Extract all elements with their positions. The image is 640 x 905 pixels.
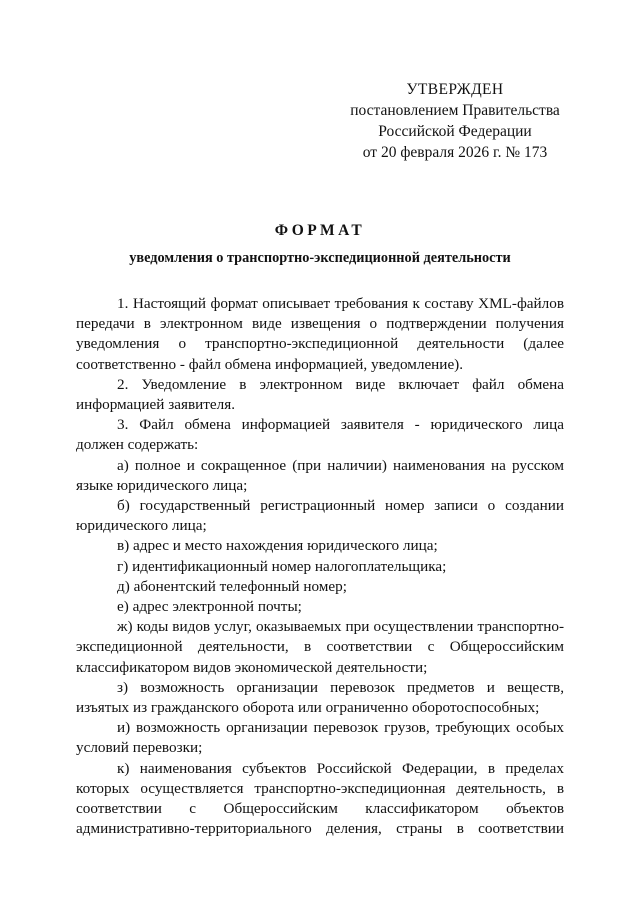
- paragraph-1: 1. Настоящий формат описывает требования к составу XML-файлов передачи в электронном виде извещения о подтверждении получения уведомления о транспортно-экспедиционной деятельности (далее соответственно - файл обмена информацией, уведомление).: [76, 295, 564, 373]
- list-item-b: б) государственный регистрационный номер записи о создании юридического лица;: [76, 497, 564, 535]
- list-item-i: и) возможность организации перевозок грузов, требующих особых условий перевозки;: [76, 719, 564, 757]
- approval-line-decree: постановлением Правительства: [350, 102, 560, 119]
- approval-line-federation: Российской Федерации: [378, 123, 532, 140]
- document-title: ФОРМАТ: [274, 222, 366, 239]
- list-item-d: д) абонентский телефонный номер;: [117, 577, 347, 595]
- approval-line-date: от 20 февраля 2026 г. № 173: [362, 144, 548, 161]
- list-item-a: а) полное и сокращенное (при наличии) наименования на русском языке юридического лица;: [76, 456, 564, 494]
- list-item-v: в) адрес и место нахождения юридического лица;: [117, 537, 438, 555]
- list-item-k: к) наименования субъектов Российской Федерации, в пределах которых осуществляется транспортно-экспедиционная деятельность, в соответствии с Общероссийским классификатором объектов административно-территориального деления, страны в соответствии: [76, 759, 564, 838]
- approved-heading: УТВЕРЖДЕН: [406, 81, 504, 98]
- document-body: [76, 294, 564, 839]
- paragraph-3: 3. Файл обмена информацией заявителя - юридического лица должен содержать:: [76, 416, 564, 454]
- paragraph-2: 2. Уведомление в электронном виде включает файл обмена информацией заявителя.: [76, 375, 564, 414]
- list-item-zh: ж) коды видов услуг, оказываемых при осуществлении транспортно-экспедиционной деятельности, в соответствии с Общероссийским классификатором видов экономической деятельности;: [76, 618, 564, 676]
- list-item-g: г) идентификационный номер налогоплательщика;: [117, 557, 447, 575]
- document-subtitle: уведомления о транспортно-экспедиционной деятельности: [129, 250, 511, 266]
- list-item-z: з) возможность организации перевозок предметов и веществ, изъятых из гражданского оборота или ограниченно оборотоспособных;: [76, 678, 564, 717]
- approval-stamp-block: [330, 79, 580, 163]
- list-item-e: е) адрес электронной почты;: [117, 598, 302, 616]
